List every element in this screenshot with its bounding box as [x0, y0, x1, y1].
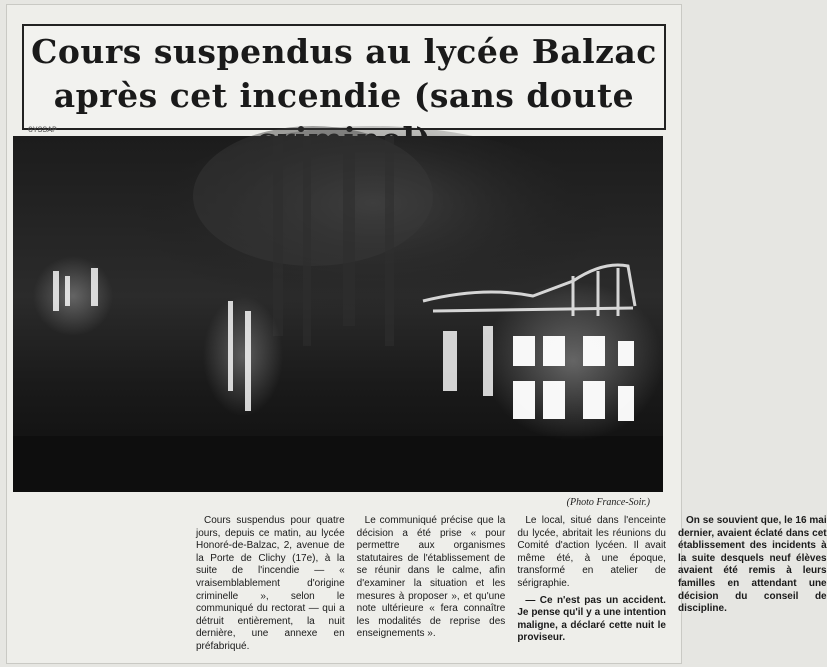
headline-box	[22, 24, 666, 130]
folio-mark: GYSSAP	[28, 126, 57, 135]
paragraph-5: On se souvient que, le 16 mai dernier, avaient éclaté dans cet établissement des incidents à la suite desquels neuf élèves avaient été remis à leurs familles en attendant une décision du conseil de discipline.	[677, 515, 827, 615]
paragraph-4: — Ce n'est pas un accident. Je pense qu'il y a une intention maligne, a déclaré cette nuit le proviseur.	[517, 594, 666, 644]
headline-line-2: après cet incendie (sans doute	[53, 76, 635, 115]
article-body	[196, 515, 827, 657]
paragraph-3: Le local, situé dans l'enceinte du lycée, abritait les réunions du Comité d'action lycéen. Il avait même été, à une époque, transformé en atelier de sérigraphie.	[517, 515, 666, 589]
paragraph-1: Cours suspendus pour quatre jours, depuis ce matin, au lycée Honoré-de-Balzac, 2, avenue de la Porte de Clichy (17e), à la suite de l'incendie — « vraisemblablement d'origine criminelle », selon le communiqué du rectorat — qui a détruit entièrement, la nuit dernière, une annexe en préfabriqué.	[196, 515, 345, 652]
paragraph-2: Le communiqué précise que la décision a été prise « pour permettre aux organismes statutaires de l'établissement de se réunir dans le calme, afin d'examiner la situation et les mesures à proposer », et qu'une note ultérieure « fera connaître les modalités de reprise des enseignements ».	[356, 515, 506, 640]
fire-photograph	[13, 136, 663, 492]
headline-line-1: Cours suspendus au lycée Balzac	[31, 32, 657, 71]
photo-credit: (Photo France-Soir.)	[566, 497, 650, 508]
fire-photo-illustration	[13, 136, 663, 492]
